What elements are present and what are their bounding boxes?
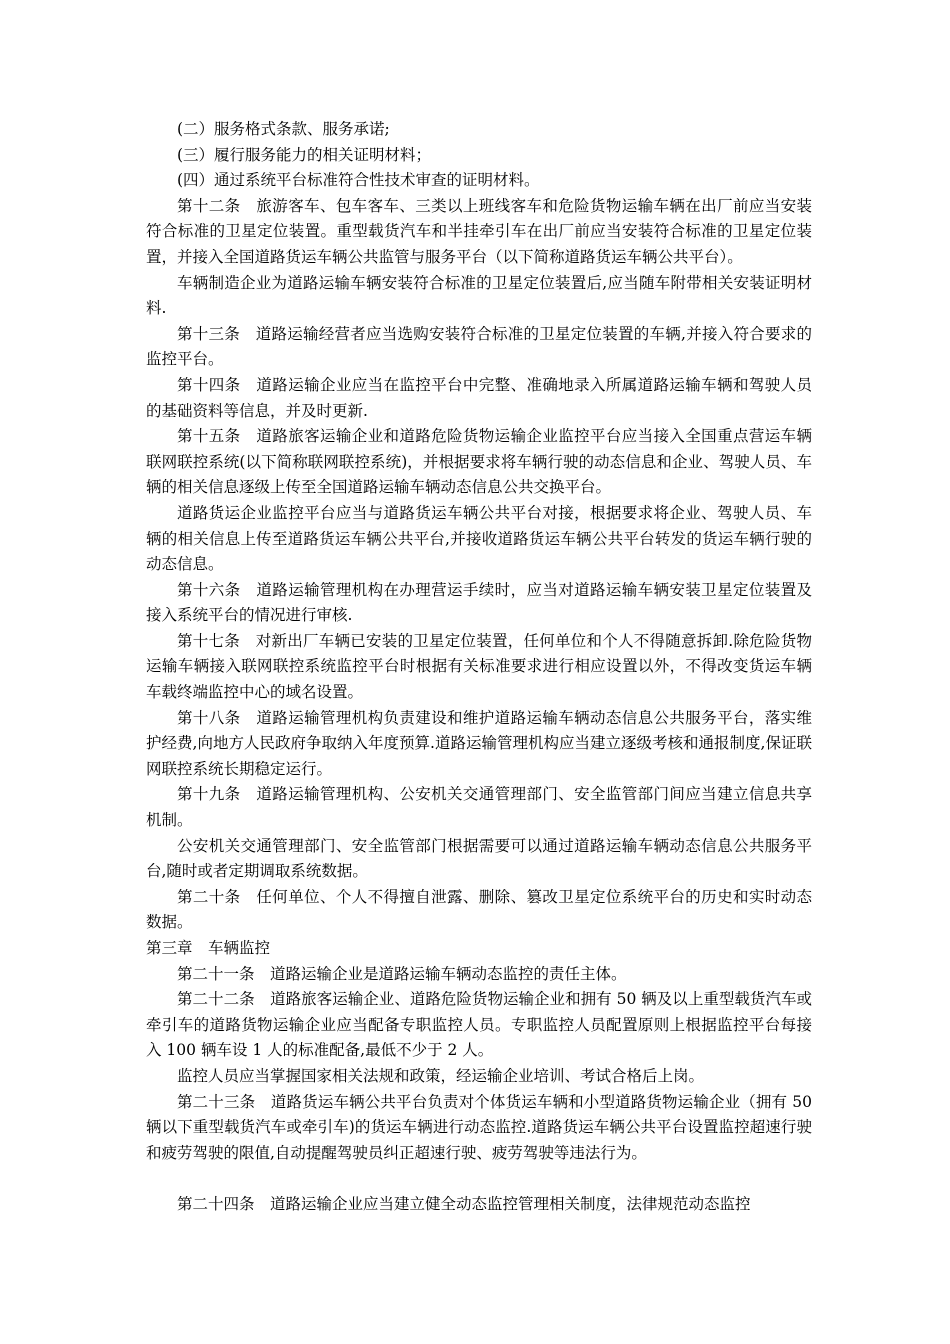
article-19: 第十九条 道路运输管理机构、公安机关交通管理部门、安全监管部门间应当建立信息共享机制。 — [146, 785, 812, 830]
article-21: 第二十一条 道路运输企业是道路运输车辆动态监控的责任主体。 — [177, 964, 627, 983]
article-15: 第十五条 道路旅客运输企业和道路危险货物运输企业监控平台应当接入全国重点营运车辆联网联控系统(以下简称联网联控系统)，并根据要求将车辆行驶的动态信息和企业、驾驶人员、车辆的相关信息逐级上传至全国道路运输车辆动态信息公共交换平台。 — [146, 427, 812, 497]
article-22: 第二十二条 道路旅客运输企业、道路危险货物运输企业和拥有 50 辆及以上重型载货汽车或牵引车的道路货物运输企业应当配备专职监控人员。专职监控人员配置原则上根据监控平台每接入 100 辆车设 1 人的标准配备,最低不少于 2 人。 — [146, 990, 812, 1060]
article-14: 第十四条 道路运输企业应当在监控平台中完整、准确地录入所属道路运输车辆和驾驶人员的基础资料等信息，并及时更新. — [146, 375, 812, 420]
paragraph-item-3: (三）履行服务能力的相关证明材料； — [177, 145, 432, 164]
paragraph-item-4: (四）通过系统平台标准符合性技术审查的证明材料。 — [177, 171, 540, 190]
article-22-continuation: 监控人员应当掌握国家相关法规和政策，经运输企业培训、考试合格后上岗。 — [177, 1066, 705, 1085]
document-page — [146, 117, 812, 1218]
article-18: 第十八条 道路运输管理机构负责建设和维护道路运输车辆动态信息公共服务平台，落实维护经费,向地方人民政府争取纳入年度预算.道路运输管理机构应当建立逐级考核和通报制度,保证联网联控系统长期稳定运行。 — [146, 708, 812, 778]
article-12-continuation: 车辆制造企业为道路运输车辆安装符合标准的卫星定位装置后,应当随车附带相关安装证明材料. — [146, 273, 812, 318]
paragraph-item-2: (二）服务格式条款、服务承诺; — [177, 120, 390, 138]
article-24: 第二十四条 道路运输企业应当建立健全动态监控管理相关制度，法律规范动态监控 — [177, 1194, 751, 1213]
article-19-continuation: 公安机关交通管理部门、安全监管部门根据需要可以通过道路运输车辆动态信息公共服务平台,随时或者定期调取系统数据。 — [146, 836, 812, 881]
chapter-heading: 第三章 车辆监控 — [146, 939, 271, 957]
article-12: 第十二条 旅游客车、包车客车、三类以上班线客车和危险货物运输车辆在出厂前应当安装符合标准的卫星定位装置。重型载货汽车和半挂牵引车在出厂前应当安装符合标准的卫星定位装置，并接入全国道路货运车辆公共监管与服务平台（以下简称道路货运车辆公共平台）。 — [146, 196, 812, 266]
article-20: 第二十条 任何单位、个人不得擅自泄露、删除、篡改卫星定位系统平台的历史和实时动态数据。 — [146, 887, 812, 932]
article-13: 第十三条 道路运输经营者应当选购安装符合标准的卫星定位装置的车辆,并接入符合要求的监控平台。 — [146, 324, 812, 369]
article-15-continuation: 道路货运企业监控平台应当与道路货运车辆公共平台对接，根据要求将企业、驾驶人员、车辆的相关信息上传至道路货运车辆公共平台,并接收道路货运车辆公共平台转发的货运车辆行驶的动态信息。 — [146, 503, 812, 574]
article-17: 第十七条 对新出厂车辆已安装的卫星定位装置，任何单位和个人不得随意拆卸.除危险货物运输车辆接入联网联控系统监控平台时根据有关标准要求进行相应设置以外，不得改变货运车辆车载终端监控中心的域名设置。 — [146, 631, 812, 702]
article-16: 第十六条 道路运输管理机构在办理营运手续时，应当对道路运输车辆安装卫星定位装置及接入系统平台的情况进行审核. — [146, 580, 812, 625]
article-23: 第二十三条 道路货运车辆公共平台负责对个体货运车辆和小型道路货物运输企业（拥有 50 辆以下重型载货汽车或牵引车)的货运车辆进行动态监控.道路货运车辆公共平台设置监控超速行驶和疲劳驾驶的限值,自动提醒驾驶员纠正超速行驶、疲劳驾驶等违法行为。 — [146, 1092, 812, 1162]
